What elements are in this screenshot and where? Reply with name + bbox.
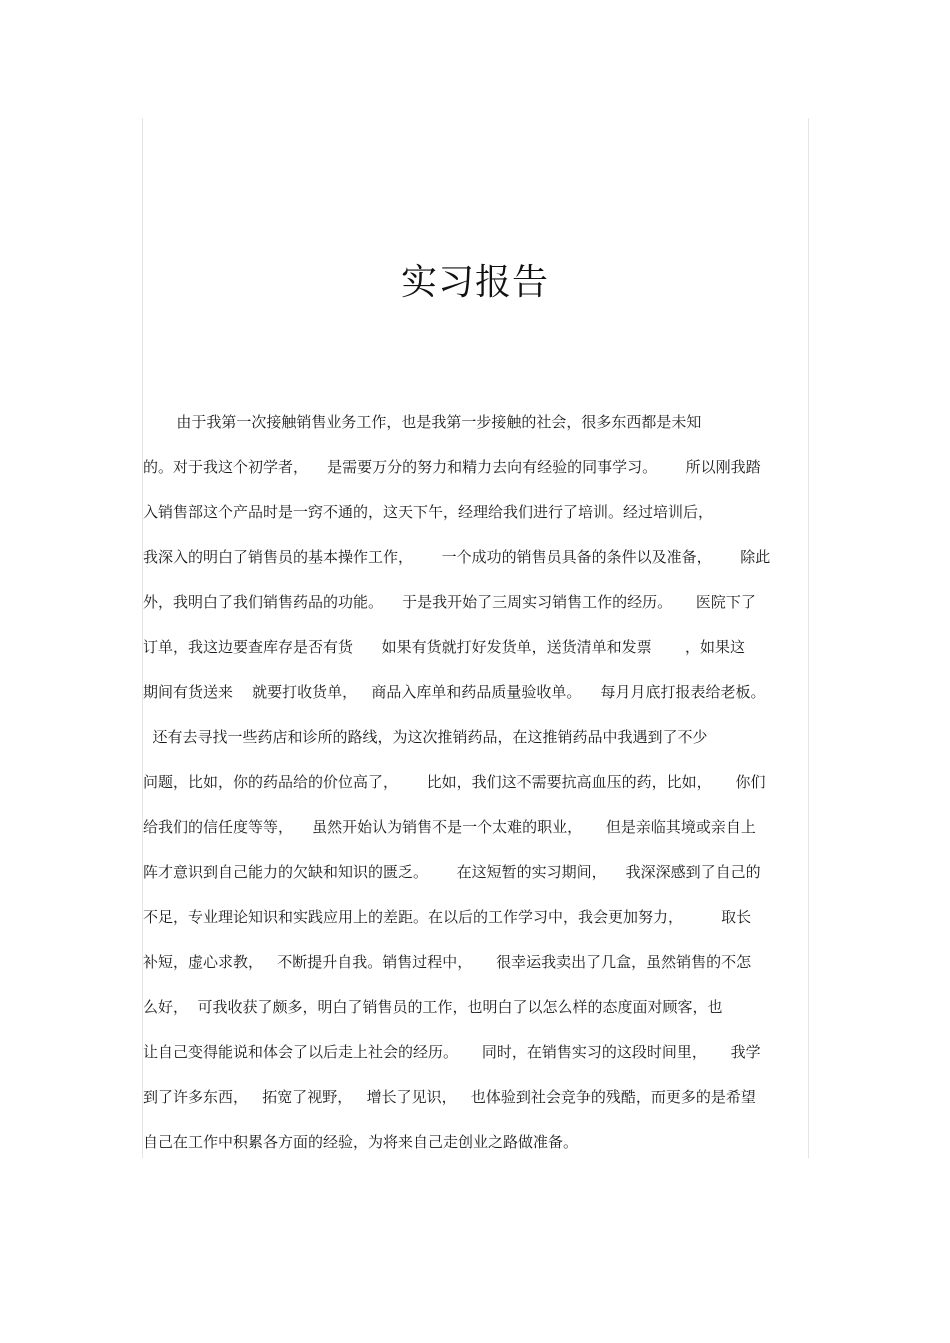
body-line: 入销售部这个产品时是一窍不通的，这天下午，经理给我们进行了培训。经过培训后， — [143, 503, 714, 521]
body-line: 自己在工作中积累各方面的经验，为将来自己走创业之路做准备。 — [143, 1133, 579, 1151]
body-line: 外，我明白了我们销售药品的功能。 于是我开始了三周实习销售工作的经历。 医院下了 — [143, 593, 756, 611]
body-line: 补短，虚心求教， 不断提升自我。销售过程中， 很幸运我卖出了几盒，虽然销售的不怎 — [143, 953, 752, 971]
body-line: 订单，我这边要查库存是否有货 如果有货就打好发货单，送货清单和发票 ，如果这 — [143, 638, 745, 656]
body-line: 期间有货送来 就要打收货单， 商品入库单和药品质量验收单。 每月月底打报表给老板。 — [143, 683, 766, 701]
document-title: 实习报告 — [400, 262, 549, 303]
document-body — [143, 400, 807, 1165]
body-line: 阵才意识到自己能力的欠缺和知识的匮乏。 在这短暂的实习期间， 我深深感到了自己的 — [143, 863, 761, 881]
body-line: 我深入的明白了销售员的基本操作工作， 一个成功的销售员具备的条件以及准备， 除此 — [143, 548, 771, 566]
body-line: 么好， 可我收获了颇多，明白了销售员的工作，也明白了以怎么样的态度面对顾客，也 — [143, 998, 723, 1016]
body-line: 由于我第一次接触销售业务工作，也是我第一步接触的社会，很多东西都是未知 — [143, 413, 702, 431]
body-line: 问题，比如，你的药品给的价位高了， 比如，我们这不需要抗高血压的药，比如， 你们 — [143, 773, 766, 791]
body-line: 让自己变得能说和体会了以后走上社会的经历。 同时，在销售实习的这段时间里， 我学 — [143, 1043, 761, 1061]
body-line: 到了许多东西， 拓宽了视野， 增长了见识， 也体验到社会竞争的残酷，而更多的是希望 — [143, 1088, 756, 1106]
body-line: 给我们的信任度等等， 虽然开始认为销售不是一个太难的职业， 但是亲临其境或亲自上 — [143, 818, 756, 836]
body-line: 的。对于我这个初学者， 是需要万分的努力和精力去向有经验的同事学习。 所以刚我踏 — [143, 458, 761, 476]
body-line: 还有去寻找一些药店和诊所的路线，为这次推销药品，在这推销药品中我遇到了不少 — [143, 728, 708, 746]
body-line: 不足，专业理论知识和实践应用上的差距。在以后的工作学习中，我会更加努力， 取长 — [143, 908, 752, 926]
